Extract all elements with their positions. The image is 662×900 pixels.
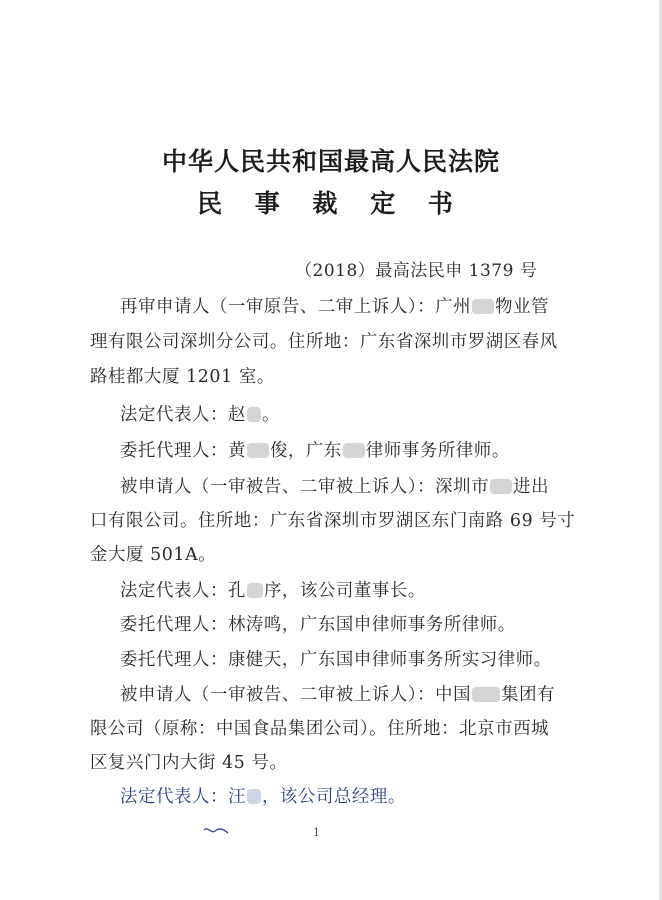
pen-mark-icon — [202, 824, 230, 838]
case-number: （2018）最高法民申 1379 号 — [295, 261, 538, 281]
redaction-mark — [472, 687, 500, 702]
redaction-mark — [247, 583, 263, 598]
redaction-mark — [247, 443, 269, 458]
court-title: 中华人民共和国最高人民法院 — [161, 147, 500, 176]
document-type-title: 民 事 裁 定 书 — [197, 189, 465, 218]
redaction-mark — [472, 299, 494, 314]
paragraph-line: 路桂都大厦 1201 室。 — [90, 367, 275, 387]
redaction-mark — [490, 479, 512, 494]
paragraph-line: 金大厦 501A。 — [90, 545, 217, 565]
paragraph-line: 法定代表人：赵 。 — [120, 405, 280, 425]
paragraph-line: 再审申请人（一审原告、二审上诉人）：广州 物业管 — [120, 297, 550, 317]
paragraph-line: 限公司（原称：中国食品集团公司）。住所地：北京市西城 — [90, 719, 550, 739]
paragraph-line: 法定代表人：汪 ，该公司总经理。 — [120, 787, 406, 807]
paragraph-line: 区复兴门内大街 45 号。 — [90, 753, 288, 773]
paragraph-line: 法定代表人：孔 序，该公司董事长。 — [120, 581, 426, 601]
paragraph-line: 被申请人（一审被告、二审被上诉人）：中国 集团有 — [120, 685, 556, 705]
paragraph-line: 被申请人（一审被告、二审被上诉人）：深圳市 进出 — [120, 477, 550, 497]
paragraph-line: 口有限公司。住所地：广东省深圳市罗湖区东门南路 69 号寸 — [90, 511, 576, 531]
paragraph-line: 委托代理人：林涛鸣，广东国申律师事务所律师。 — [120, 615, 516, 635]
redaction-mark — [247, 789, 261, 804]
page-number: 1 — [313, 826, 320, 839]
paragraph-line: 委托代理人：康健天，广东国申律师事务所实习律师。 — [120, 650, 552, 670]
paragraph-line: 理有限公司深圳分公司。住所地：广东省深圳市罗湖区春风 — [90, 332, 558, 352]
redaction-mark — [247, 407, 261, 422]
redaction-mark — [343, 443, 365, 458]
paragraph-line: 委托代理人：黄 俊，广东 律师事务所律师。 — [120, 441, 510, 461]
